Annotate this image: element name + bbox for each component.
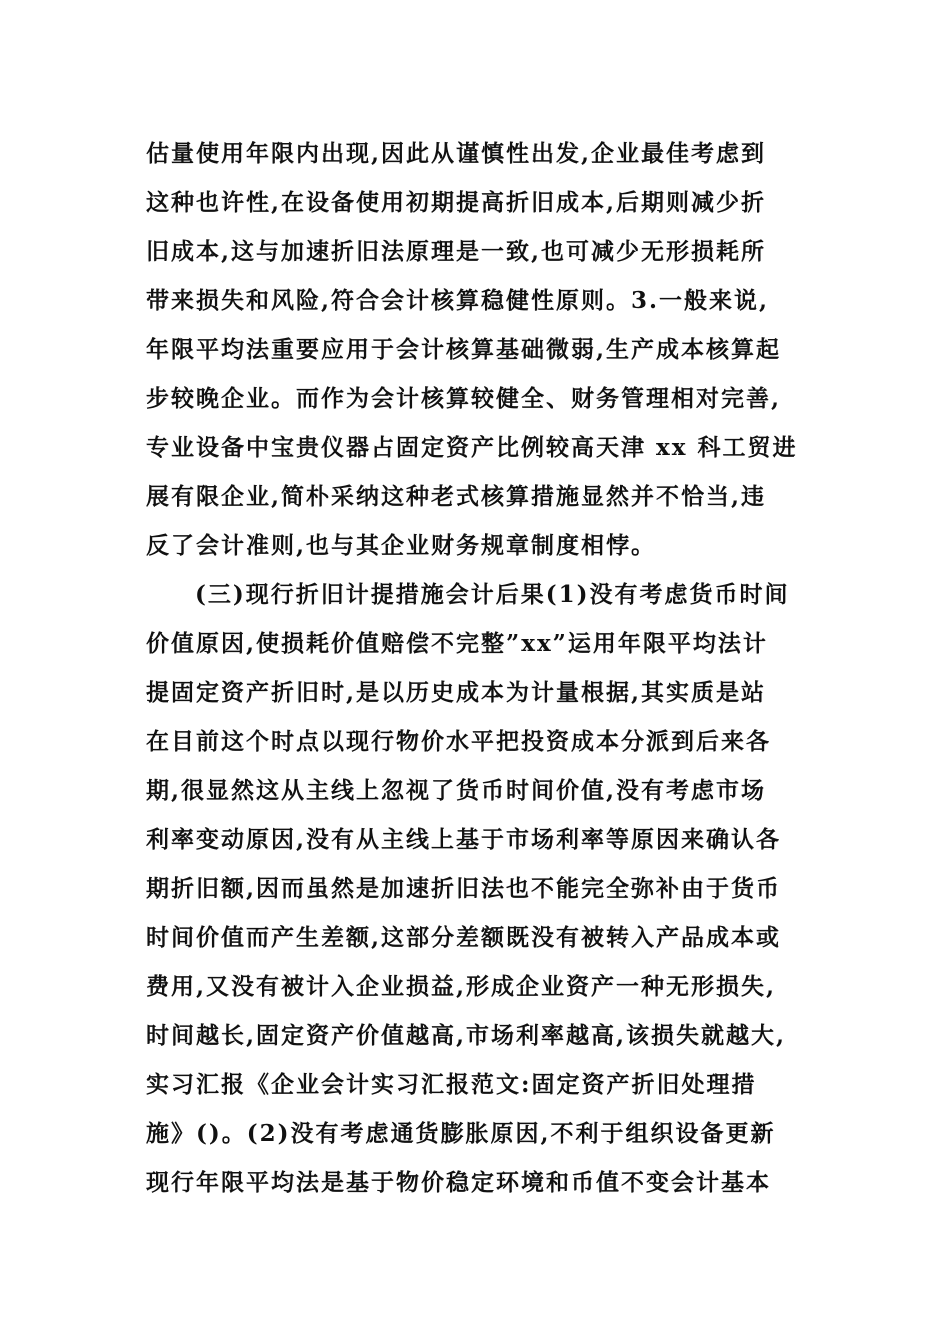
text-line: 时间越长,固定资产价值越高,市场利率越高,该损失就越大, — [146, 1022, 787, 1049]
text-line: 在目前这个时点以现行物价水平把投资成本分派到后来各 — [146, 728, 771, 755]
text-line: 年限平均法重要应用于会计核算基础微弱,生产成本核算起 — [146, 336, 782, 363]
body-text — [146, 129, 816, 1207]
text-line: 实习汇报《企业会计实习汇报范文:固定资产折旧处理措 — [146, 1071, 757, 1098]
text-line: 这种也许性,在设备使用初期提高折旧成本,后期则减少折 — [146, 189, 767, 216]
text-line: 费用,又没有被计入企业损益,形成企业资产一种无形损失, — [146, 973, 777, 1000]
text-line: 现行年限平均法是基于物价稳定环境和币值不变会计基本 — [146, 1169, 771, 1196]
text-line: 价值原因,使损耗价值赔偿不完整”xx”运用年限平均法计 — [146, 630, 768, 657]
text-line: 期折旧额,因而虽然是加速折旧法也不能完全弥补由于货币 — [146, 875, 782, 902]
text-line: 施》()。(2)没有考虑通货膨胀原因,不利于组织设备更新 — [146, 1120, 776, 1147]
text-line: 旧成本,这与加速折旧法原理是一致,也可减少无形损耗所 — [146, 238, 767, 265]
text-line: 提固定资产折旧时,是以历史成本为计量根据,其实质是站 — [146, 679, 767, 706]
text-line: 期,很显然这从主线上忽视了货币时间价值,没有考虑市场 — [146, 777, 767, 804]
paragraph-start-line: (三)现行折旧计提措施会计后果(1)没有考虑货币时间 — [195, 581, 790, 608]
text-line: 展有限企业,简朴采纳这种老式核算措施显然并不恰当,违 — [146, 483, 767, 510]
text-line: 带来损失和风险,符合会计核算稳健性原则。3.一般来说, — [146, 287, 770, 314]
text-line: 步较晚企业。而作为会计核算较健全、财务管理相对完善, — [146, 385, 782, 412]
text-line: 估量使用年限内出现,因此从谨慎性出发,企业最佳考虑到 — [146, 140, 767, 167]
text-line: 反了会计准则,也与其企业财务规章制度相悖。 — [146, 532, 657, 559]
text-line: 时间价值而产生差额,这部分差额既没有被转入产品成本或 — [146, 924, 782, 951]
text-line: 利率变动原因,没有从主线上基于市场利率等原因来确认各 — [146, 826, 782, 853]
text-line: 专业设备中宝贵仪器占固定资产比例较高天津 xx 科工贸进 — [146, 434, 798, 461]
